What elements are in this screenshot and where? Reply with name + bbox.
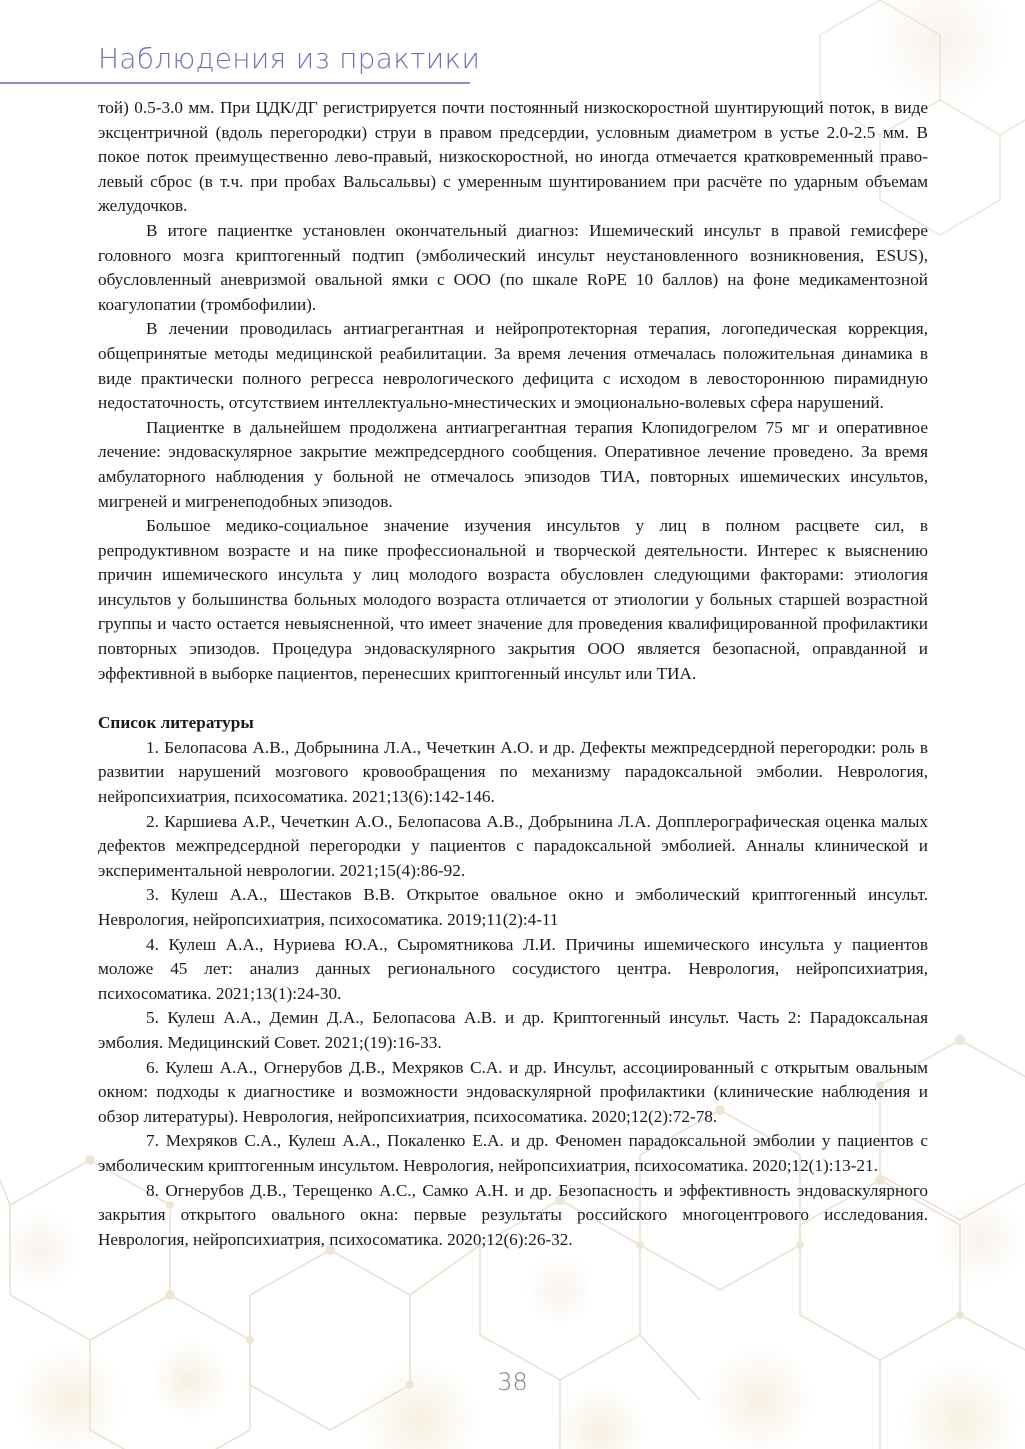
reference-item: 3. Кулеш А.А., Шестаков В.В. Открытое овальное окно и эмболический криптогенный инсульт. Неврология, нейропсихиатрия, психосоматика. 2019;11(2):4-11	[98, 885, 928, 929]
reference-item: 1. Белопасова А.В., Добрынина Л.А., Чечеткин А.О. и др. Дефекты межпредсердной перегородки: роль в развитии нарушений мозгового кровообращения по механизму парадоксальной эмболии. Неврология, нейропсихиатрия, психосоматика. 2021;13(6):142-146.	[98, 737, 928, 807]
body-paragraph: той) 0.5-3.0 мм. При ЦДК/ДГ регистрируется почти постоянный низкоскоростной шунтирующий поток, в виде эксцентричной (вдоль перегородки) струи в правом предсердии, условным диаметром в устье 2.0-2.5 мм. В покое поток преимущественно лево-правый, низкоскоростной, но иногда отмечается кратковременный право-левый сброс (в т.ч. при пробах Вальсальвы) с умеренным шунтированием при расчёте по ударным объемам желудочков.	[98, 98, 928, 216]
body-paragraph: В лечении проводилась антиагрегантная и нейропротекторная терапия, логопедическая коррекция, общепринятые методы медицинской реабилитации. За время лечения отмечалась положительная динамика в виде практически полного регресса неврологического дефицита с исходом в левостороннюю пирамидную недостаточность, отсутствием интеллектуально-мнестических и эмоционально-волевых сфера нарушений.	[98, 319, 928, 413]
header-underline	[0, 82, 470, 84]
reference-item: 4. Кулеш А.А., Нуриева Ю.А., Сыромятникова Л.И. Причины ишемического инсульта у пациентов моложе 45 лет: анализ данных регионального сосудистого центра. Неврология, нейропсихиатрия, психосоматика. 2021;13(1):24-30.	[98, 934, 928, 1003]
reference-item: 5. Кулеш А.А., Демин Д.А., Белопасова А.В. и др. Криптогенный инсульт. Часть 2: Парадоксальная эмболия. Медицинский Совет. 2021;(19):16-33.	[98, 1008, 928, 1052]
body-paragraph: В итоге пациентке установлен окончательный диагноз: Ишемический инсульт в правой гемисфере головного мозга криптогенный подтип (эмболический инсульт неустановленного возникновения, ESUS), обусловленный аневризмой овальной ямки с ООО (по шкале RoPE 10 баллов) на фоне медикаментозной коагулопатии (тромбофилии).	[98, 220, 928, 314]
references-title: Список литературы	[98, 713, 254, 733]
reference-item: 2. Каршиева А.Р., Чечеткин А.О., Белопасова А.В., Добрынина Л.А. Допплерографическая оценка малых дефектов межпредсердной перегородки у пациентов с парадоксальной эмболией. Анналы клинической и экспериментальной неврологии. 2021;15(4):86-92.	[98, 811, 928, 880]
section-header: Наблюдения из практики	[98, 42, 481, 75]
article-body	[98, 96, 928, 1252]
reference-item: 6. Кулеш А.А., Огнерубов Д.В., Мехряков С.А. и др. Инсульт, ассоциированный с открытым овальным окном: подходы к диагностике и возможности эндоваскулярной профилактики (клинические наблюдения и обзор литературы). Неврология, нейропсихиатрия, психосоматика. 2020;12(2):72-78.	[98, 1057, 928, 1126]
page-number: 38	[497, 1368, 528, 1396]
reference-item: 8. Огнерубов Д.В., Терещенко А.С., Самко А.Н. и др. Безопасность и эффективность эндоваскулярного закрытия открытого овального окна: первые результаты российского многоцентрового исследования. Неврология, нейропсихиатрия, психосоматика. 2020;12(6):26-32.	[98, 1180, 928, 1249]
body-paragraph: Пациентке в дальнейшем продолжена антиагрегантная терапия Клопидогрелом 75 мг и оперативное лечение: эндоваскулярное закрытие межпредсердного сообщения. Оперативное лечение проведено. За время амбулаторного наблюдения у больной не отмечалось эпизодов ТИА, повторных ишемических инсультов, мигреней и мигренеподобных эпизодов.	[98, 417, 928, 511]
body-paragraph: Большое медико-социальное значение изучения инсультов у лиц в полном расцвете сил, в репродуктивном возрасте и на пике профессиональной и творческой деятельности. Интерес к выяснению причин ишемического инсульта у лиц молодого возраста обусловлен следующими факторами: этиология инсультов у большинства больных молодого возраста отличается от этиологии у больных старшей возрастной группы и часто остается невыясненной, что имеет значение для проведения квалифицированной профилактики повторных эпизодов. Процедура эндоваскулярного закрытия ООО является безопасной, оправданной и эффективной в выборке пациентов, перенесших криптогенный инсульт или ТИА.	[98, 516, 928, 683]
reference-item: 7. Мехряков С.А., Кулеш А.А., Покаленко Е.А. и др. Феномен парадоксальной эмболии у пациентов с эмболическим криптогенным инсультом. Неврология, нейропсихиатрия, психосоматика. 2020;12(1):13-21.	[98, 1131, 928, 1175]
